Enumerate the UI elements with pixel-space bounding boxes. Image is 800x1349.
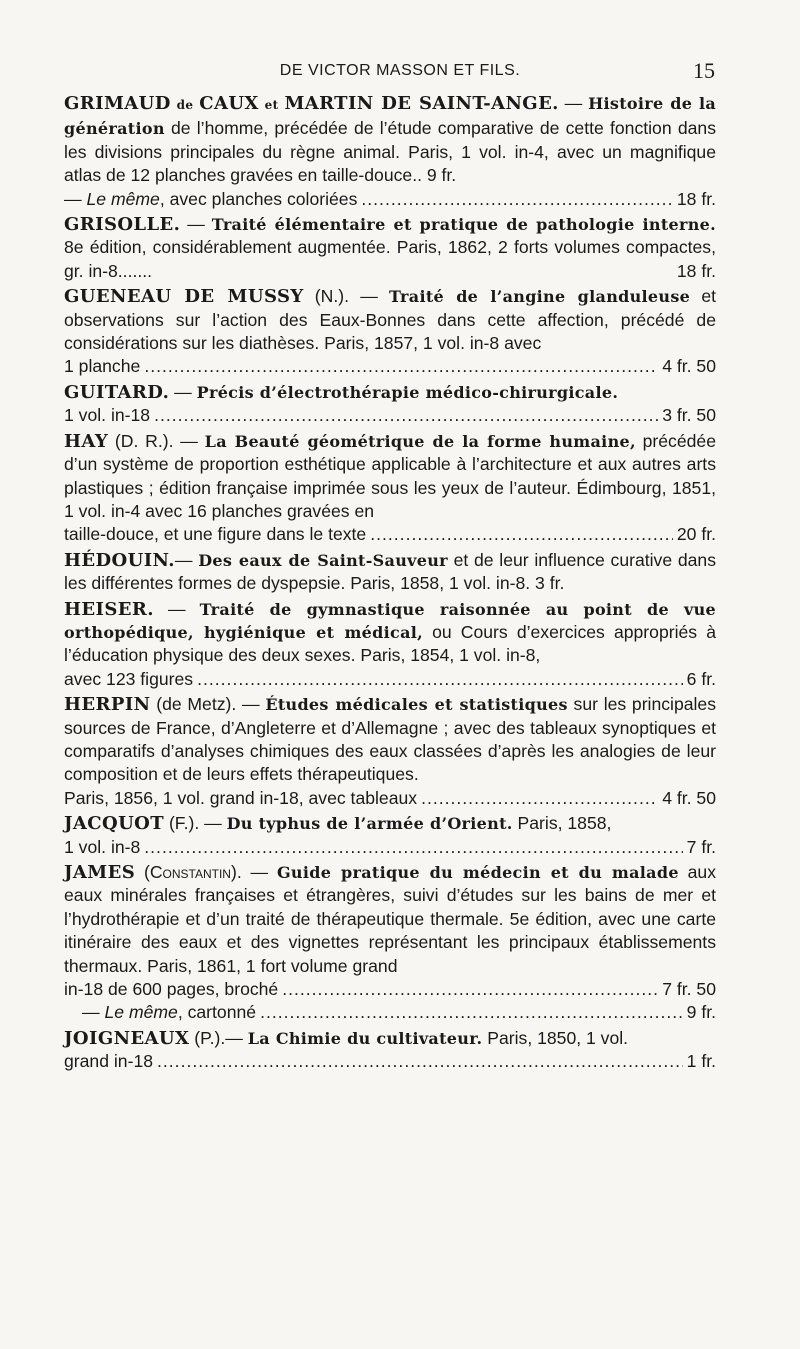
entry-last-line: 1 vol. in-8 (64, 836, 141, 857)
catalog-entry (64, 598, 716, 692)
variant-prefix: — (64, 188, 87, 209)
entry-author: JOIGNEAUX (64, 1027, 190, 1049)
variant-desc: , avec planches coloriées (159, 188, 358, 209)
entry-author-particle: et (264, 98, 279, 112)
entry-separator: — (174, 549, 199, 570)
entry-body: sur les principales sources de France, d’Angleterre et d’Allemagne ; avec des tableaux synoptiques et comparatifs d’analyses chimiques des eaux classées d’après les analogies de leur composition et de leurs effets thérapeutiques. (64, 694, 717, 785)
entry-price: 4 fr. 50 (662, 356, 716, 377)
dot-leader (157, 1050, 683, 1073)
entry-title: La Beauté géométrique de la forme humaine, (204, 431, 636, 451)
entry-separator: — (199, 813, 227, 834)
entry-title: Études médicales et statistiques (265, 695, 568, 715)
entry-body: précédée d’un système de proportion esthétique applicable à l’architecture et aux autres arts plastiques ; édition française imprimée sous les yeux de l’auteur. Édimbourg, 1851, 1 vol. in-4 avec 16 planches gravées en (64, 430, 716, 521)
entry-price-line (64, 523, 716, 546)
entry-body: Paris, 1858, (512, 813, 612, 834)
entry-price: 4 fr. 50 (662, 787, 716, 808)
entry-title: Guide pratique du médecin et du malade (276, 863, 679, 882)
entry-price: 7 fr. 50 (662, 979, 716, 1000)
entry-author: JACQUOT (64, 813, 165, 835)
entry-body: et observations sur l’action des Eaux-Bonnes dans cette affection, précédé de considérations sur les diathèses. Paris, 1857, 1 vol. in-8 avec (64, 286, 717, 354)
entry-price-line (64, 404, 716, 427)
entry-author-firstname: Constantin (149, 862, 231, 882)
page-header (0, 58, 800, 88)
entry-author-initials: (N.). (303, 286, 349, 307)
entry-price-line (64, 787, 716, 810)
entry-last-line: taille-douce, et une figure dans le texte (64, 524, 367, 545)
dot-leader (144, 355, 658, 378)
entry-last-line: Paris, 1856, 1 vol. grand in-18, avec tableaux (64, 787, 418, 808)
entry-last-line: 1 vol. in-18 (64, 405, 151, 426)
entry-separator: — (169, 381, 197, 402)
entry-body: de l’homme, précédée de l’étude comparative de cette fonction dans les divisions principales du règne animal. Paris, 1 vol. in-4, avec un magnifique atlas de 12 planches gravées en taille-douce.. 9 fr. (64, 118, 716, 186)
entry-price-line (64, 836, 716, 859)
entry-author: HAY (64, 430, 109, 452)
catalog-entry (64, 381, 716, 428)
entry-price: 7 fr. (686, 836, 716, 857)
entry-separator: — (558, 93, 589, 113)
entry-price: 18 fr. (676, 260, 716, 281)
entry-author: HÉDOUIN. (64, 549, 175, 571)
entry-separator: — (173, 430, 205, 451)
entry-price-line (64, 668, 716, 691)
entry-author-initials: (D. R.). (108, 430, 174, 451)
catalog-entries (64, 92, 716, 1076)
entry-last-line: grand in-18 (64, 1051, 154, 1072)
entry-title: Histoire de la génération (64, 94, 717, 139)
catalog-entry (64, 213, 716, 283)
entry-separator: — (180, 214, 205, 235)
catalog-entry (64, 812, 716, 859)
variant-desc: , cartonné (177, 1002, 257, 1023)
entry-separator: — (236, 694, 266, 715)
page-number: 15 (693, 58, 715, 83)
entry-price: 1 fr. (686, 1051, 716, 1072)
entry-author: HERPIN (64, 694, 151, 716)
entry-separator: — (225, 1027, 248, 1048)
entry-title: Traité élémentaire et pratique de pathologie interne. (211, 215, 716, 235)
variant-label: Le même (86, 188, 160, 209)
catalog-entry (64, 430, 716, 547)
entry-price-line (64, 355, 716, 378)
entry-price-line (64, 1050, 716, 1073)
entry-body: 8e édition, considérablement augmentée. Paris, 1862, 2 forts volumes compactes, gr. in-8 (64, 237, 716, 281)
entry-author-initials: (P.). (189, 1027, 226, 1048)
entry-author: JAMES (64, 862, 136, 883)
entry-last-line: in-18 de 600 pages, broché (64, 979, 279, 1000)
dot-leader (421, 787, 658, 810)
catalog-entry (64, 693, 716, 810)
entry-title: Du typhus de l’armée d’Orient. (226, 814, 513, 834)
entry-separator: — (153, 598, 200, 619)
entry-author: HEISER. (64, 598, 154, 620)
entry-title: Des eaux de Saint-Sauveur (198, 550, 448, 570)
entry-title: Traité de l’angine glanduleuse (389, 287, 691, 307)
entry-author-part: CAUX (199, 93, 259, 114)
entry-price-line (64, 978, 716, 1001)
entry-price: 6 fr. (686, 668, 716, 689)
dot-leader (370, 523, 673, 546)
running-title: DE VICTOR MASSON ET FILS. (279, 62, 521, 79)
entry-body: Paris, 1850, 1 vol. (482, 1027, 629, 1048)
dot-leader: ....... (117, 260, 153, 281)
entry-variant-line (64, 188, 716, 211)
entry-separator: — (349, 286, 390, 307)
entry-last-line: 1 planche (64, 356, 141, 377)
entry-body: aux eaux minérales françaises et étrangères, suivi d’études sur les bains de mer et l’hydrothérapie et d’un traité de thérapeutique thermale. 5e édition, avec une carte itinéraire des eaux et des vignettes représentant les principaux établissements thermaux. Paris, 1861, 1 fort volume grand (64, 862, 716, 976)
catalog-entry (64, 549, 716, 596)
catalog-entry (64, 1027, 716, 1074)
entry-separator: — (241, 862, 277, 882)
dot-leader (361, 188, 672, 211)
catalog-entry (64, 285, 716, 379)
dot-leader (260, 1001, 683, 1024)
entry-body: ou Cours d’exercices appropriés à l’éducation physique des deux sexes. Paris, 1854, 1 vol. in-8, (64, 621, 716, 666)
dot-leader (282, 978, 658, 1001)
dot-leader (197, 668, 683, 691)
entry-price: 9 fr. (686, 1002, 716, 1023)
entry-author-part: MARTIN DE SAINT-ANGE. (284, 93, 559, 114)
variant-label: Le même (104, 1002, 178, 1023)
dot-leader (144, 836, 682, 859)
entry-author: GUENEAU DE MUSSY (64, 286, 304, 308)
entry-title: Traité de gymnastique raisonnée au point de vue orthopédique, hygiénique et médical, (64, 599, 716, 642)
entry-author-origin: (de Metz). (150, 694, 237, 715)
entry-author: GUITARD. (64, 381, 170, 403)
catalog-entry (64, 92, 716, 211)
entry-author-particle: de (176, 98, 194, 112)
dot-leader (154, 404, 658, 427)
entry-price: 3 fr. 50 (662, 405, 716, 426)
entry-author-initials: (F.). (164, 813, 200, 834)
catalog-entry: JAMES (Constantin). — Guide pratique du médecin et du malade aux eaux minérales françaises et étrangères, suivi d’études sur les bains de mer et l’hydrothérapie et d’un traité de thérapeutique thermale. 5e édition, avec une carte itinéraire des eaux et des vignettes représentant les principaux établissements thermaux. Paris, 1861, 1 fort volume grand in-18 de 600 pages, broché ..... 7 fr. 50 — Le même, cartonné ..... 9 fr. (64, 861, 716, 1025)
entry-price: 18 fr. (676, 188, 716, 209)
entry-body: et de leur influence curative dans les différentes formes de dyspepsie. Paris, 1858, 1 vol. in-8. 3 fr. (64, 549, 716, 594)
entry-last-line: avec 123 figures (64, 668, 194, 689)
entry-price: 20 fr. (676, 524, 716, 545)
variant-prefix: — (82, 1002, 105, 1023)
entry-variant-line (64, 1001, 716, 1024)
entry-author: GRIMAUD (64, 93, 171, 114)
entry-author: GRISOLLE. (64, 214, 181, 236)
entry-title: Précis d’électrothérapie médico-chirurgicale. (196, 382, 619, 402)
entry-title: La Chimie du cultivateur. (247, 1028, 483, 1048)
